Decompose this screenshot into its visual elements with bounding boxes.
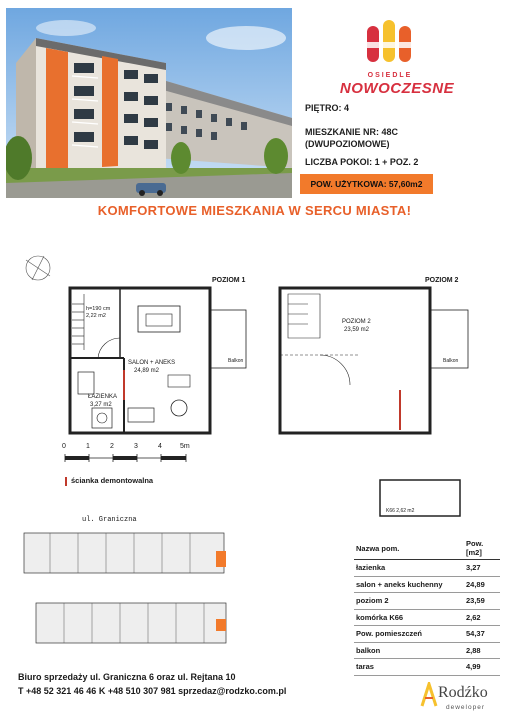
table-head-name: Nazwa pom. <box>354 537 454 560</box>
logo-subtitle: OSIEDLE <box>367 72 413 79</box>
building-photo <box>6 8 292 198</box>
table-cell-name: taras <box>354 659 454 676</box>
table-cell-name: salon + aneks kuchenny <box>354 576 454 593</box>
scale-tick: 3 <box>134 443 138 450</box>
balcony1-label: Balkon <box>228 358 244 364</box>
table-cell-name: balkon <box>354 642 454 659</box>
table-cell-area: 2,62 <box>454 609 500 626</box>
rooms-count: LICZBA POKOI: 1 + POZ. 2 <box>305 157 419 167</box>
developer-logo <box>420 676 502 716</box>
table-row <box>354 609 500 626</box>
salon-name: SALON + ANEKS <box>128 360 176 366</box>
table-row <box>354 560 500 577</box>
table-row <box>354 642 500 659</box>
sales-office-address: Biuro sprzedaży ul. Graniczna 6 oraz ul. Rejtana 10 <box>18 672 236 682</box>
logo-name: NOWOCZESNE <box>339 80 455 97</box>
balcony2-label: Balkon <box>443 358 459 364</box>
slogan: KOMFORTOWE MIESZKANIA W SERCU MIASTA! <box>97 203 412 218</box>
legend <box>65 476 153 486</box>
compass-icon <box>26 256 50 280</box>
demountable-wall-icon <box>65 477 67 486</box>
table-cell-area: 3,27 <box>454 560 500 577</box>
table-cell-name: łazienka <box>354 560 454 577</box>
scale-tick: 2 <box>110 443 114 450</box>
scale-tick: 0 <box>62 443 66 450</box>
table-cell-name: Pow. pomieszczeń <box>354 626 454 643</box>
street-label: ul. Graniczna <box>82 516 137 524</box>
scale-tick: 5m <box>180 443 190 450</box>
legend-text: ścianka demontowalna <box>71 476 154 485</box>
table-row <box>354 659 500 676</box>
table-cell-area: 23,59 <box>454 593 500 610</box>
table-cell-name: komórka K66 <box>354 609 454 626</box>
level2-label: POZIOM 2 <box>425 277 459 284</box>
scale-tick: 1 <box>86 443 90 450</box>
table-cell-area: 24,89 <box>454 576 500 593</box>
storage-label: K66 2,62 m2 <box>386 508 415 514</box>
level1-label: POZIOM 1 <box>212 277 246 284</box>
apartment-highlight-icon <box>216 551 226 567</box>
floor-label: PIĘTRO: 4 <box>305 103 350 113</box>
table-header <box>354 537 500 560</box>
level2-name: POZIOM 2 <box>342 319 371 325</box>
table-row <box>354 593 500 610</box>
table-row <box>354 626 500 643</box>
osiedle-logo <box>330 18 470 98</box>
table-cell-area: 54,37 <box>454 626 500 643</box>
apartment-number: MIESZKANIE NR: 48C <box>305 127 399 137</box>
scale-tick: 4 <box>158 443 162 450</box>
table-row <box>354 576 500 593</box>
table-head-area: Pow. [m2] <box>454 537 500 560</box>
stair-note-area: 2,22 m2 <box>86 313 106 319</box>
developer-name: Rodźko <box>438 684 488 701</box>
level2-area: 23,59 m2 <box>344 327 370 333</box>
salon-area: 24,89 m2 <box>134 368 160 374</box>
table-cell-name: poziom 2 <box>354 593 454 610</box>
stair-note-height: h=190 cm <box>86 306 111 312</box>
area-table <box>354 537 500 676</box>
bath-name: ŁAZIENKA <box>88 394 118 400</box>
logo-mark-icon <box>365 18 413 64</box>
table-cell-area: 4,99 <box>454 659 500 676</box>
contact-line: T +48 52 321 46 46 K +48 510 307 981 sprzedaz@rodzko.com.pl <box>18 686 287 696</box>
developer-mark-icon <box>420 682 438 708</box>
site-plan <box>20 527 235 655</box>
usable-area-badge: POW. UŻYTKOWA: 57,60m2 <box>300 174 433 194</box>
bath-area: 3,27 m2 <box>90 402 112 408</box>
apartment-type: (DWUPOZIOMOWE) <box>305 139 390 149</box>
developer-subtitle: deweloper <box>446 704 485 711</box>
table-cell-area: 2,88 <box>454 642 500 659</box>
